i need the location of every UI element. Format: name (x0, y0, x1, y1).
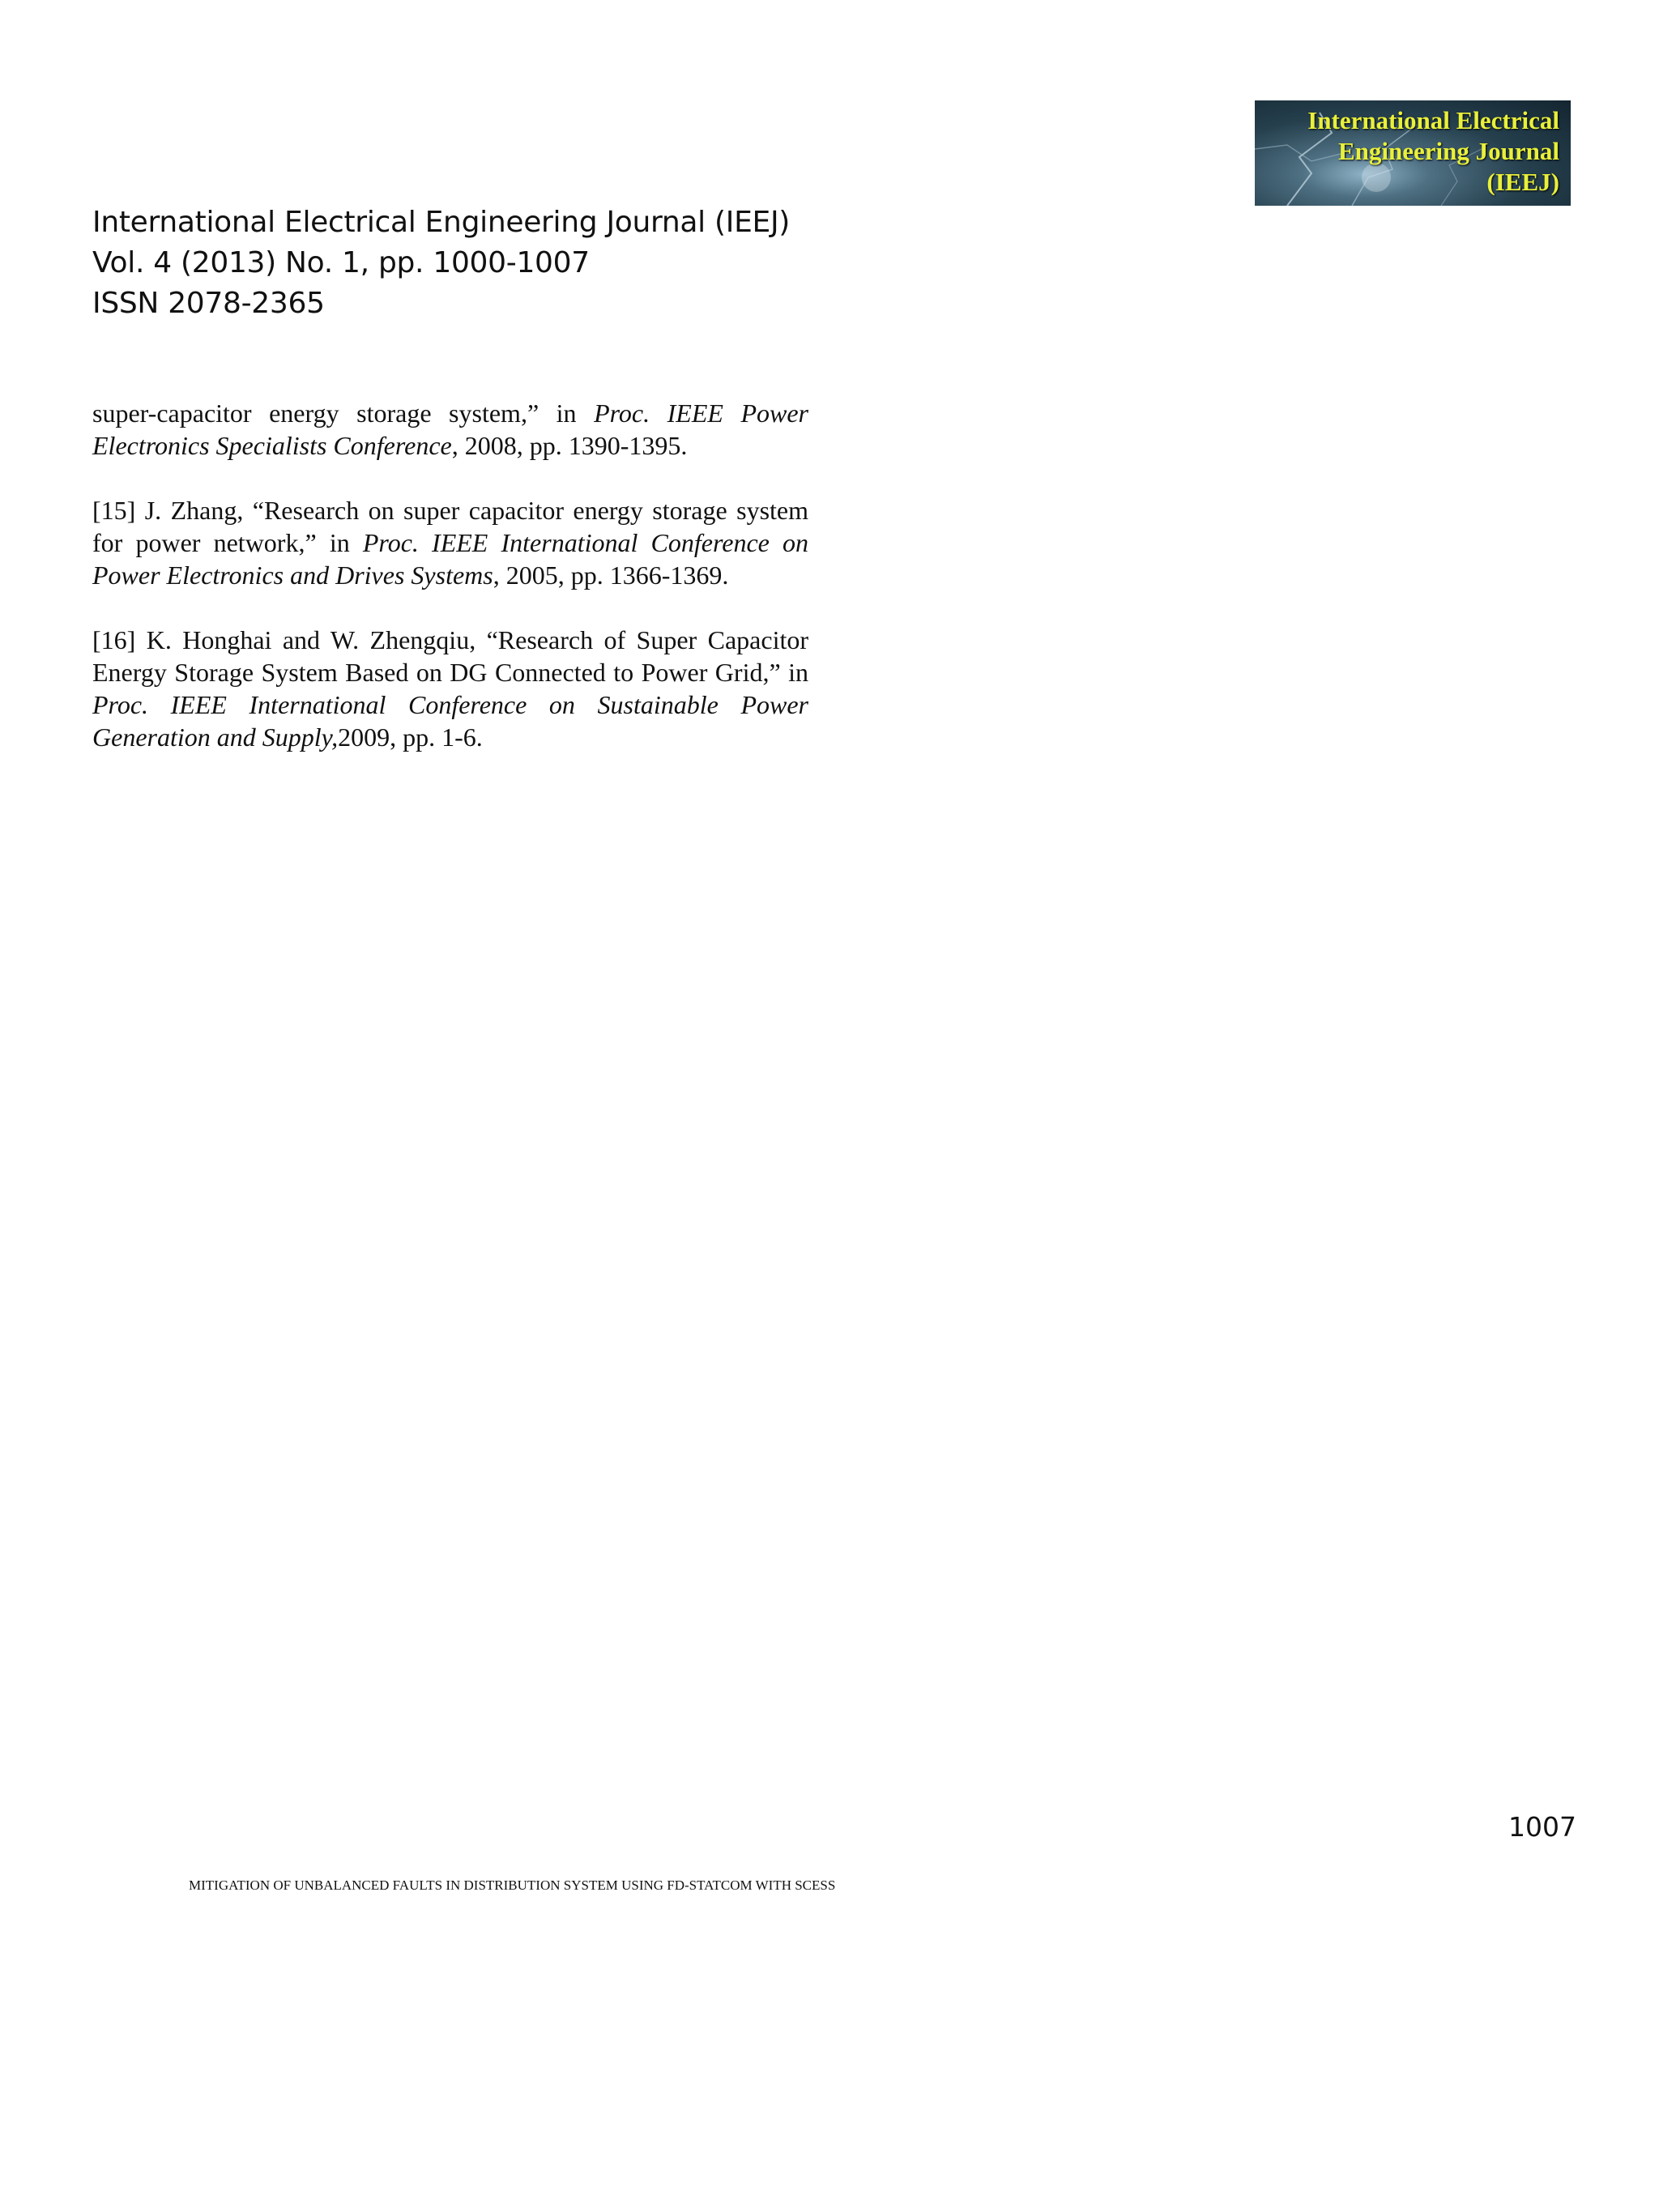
logo-line-2: Engineering Journal (1337, 137, 1559, 165)
reference-text: [15] J. Zhang, “Research on super capacitor energy storage system for power network,” in (92, 496, 808, 557)
reference-entry (92, 494, 808, 591)
journal-header (92, 202, 790, 324)
journal-issn: ISSN 2078-2365 (92, 287, 325, 320)
logo-line-3: (IEEJ) (1486, 168, 1559, 196)
reference-entry (92, 397, 808, 462)
reference-venue: Proc. IEEE Power Electronics Specialists Conference (92, 399, 809, 460)
running-footer-title: MITIGATION OF UNBALANCED FAULTS IN DISTRIBUTION SYSTEM USING FD-STATCOM WITH SCESS (189, 1877, 836, 1893)
logo-text (1307, 105, 1559, 198)
reference-venue: Proc. IEEE International Conference on Sustainable Power Generation and Supply, (92, 690, 808, 752)
reference-details: , 2005, pp. 1366-1369. (493, 560, 729, 590)
reference-entry (92, 624, 808, 753)
reference-text: super-capacitor energy storage system,” in (92, 399, 595, 428)
references-list (92, 397, 808, 753)
page-number: 1007 (1508, 1811, 1576, 1843)
journal-logo (1255, 100, 1571, 206)
journal-volume: Vol. 4 (2013) No. 1, pp. 1000-1007 (92, 246, 590, 279)
reference-text: [16] K. Honghai and W. Zhengqiu, “Research of Super Capacitor Energy Storage System Based on DG Connected to Power Grid,” in (92, 625, 808, 687)
reference-details: , 2008, pp. 1390-1395. (451, 431, 688, 460)
reference-venue: Proc. IEEE International Conference on Power Electronics and Drives Systems (92, 528, 809, 590)
journal-name: International Electrical Engineering Journal (IEEJ) (92, 206, 791, 239)
logo-line-1: International Electrical (1307, 106, 1559, 134)
reference-details: 2009, pp. 1-6. (338, 722, 483, 752)
